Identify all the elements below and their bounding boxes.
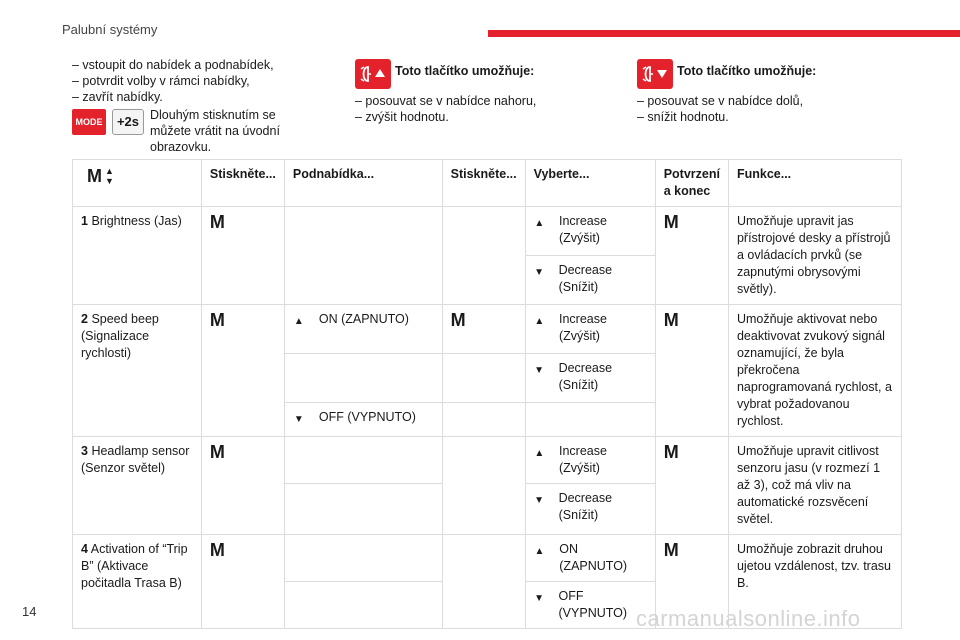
- select-option: ▲ Increase (Zvýšit): [525, 207, 655, 256]
- arrow-up-icon: ▲: [534, 546, 545, 557]
- m-icon: M: [201, 535, 284, 629]
- arrow-up-icon: ▲: [534, 448, 545, 459]
- setting-name-cell: 2 Speed beep (Signalizace rychlosti): [73, 305, 202, 437]
- empty-cell: [442, 207, 525, 305]
- select-option: ▼ OFF (VYPNUTO): [525, 582, 655, 629]
- arrow-down-icon: ▼: [534, 365, 545, 377]
- m-icon: M: [201, 437, 284, 535]
- m-icon: M: [87, 166, 102, 186]
- page-header-title: Palubní systémy: [62, 22, 158, 37]
- m-icon: M: [201, 207, 284, 305]
- intro-line: – posouvat se v nabídce dolů,: [637, 94, 804, 108]
- select-option: ▼ Decrease (Snížit): [525, 354, 655, 403]
- arrow-up-icon: ▲: [105, 166, 114, 176]
- empty-cell: [442, 403, 525, 437]
- setting-name-cell: 4 Activation of “Trip B” (Aktivace počitadla Trasa B): [73, 535, 202, 629]
- submenu-option: ▲ ON (ZAPNUTO): [284, 305, 442, 354]
- column-header: Podnabídka...: [284, 160, 442, 207]
- column-header: Funkce...: [728, 160, 901, 207]
- function-description: Umožňuje upravit citlivost senzoru jasu (v rozmezí 1 až 3), což má vliv na automatické rozsvěcení světel.: [728, 437, 901, 535]
- intro-line: – potvrdit volby v rámci nabídky,: [72, 74, 250, 88]
- setting-name-cell: 3 Headlamp sensor (Senzor světel): [73, 437, 202, 535]
- watermark: carmanualsonline.info: [636, 606, 861, 631]
- header-mode-updown-icon: [73, 160, 202, 207]
- button-label: Toto tlačítko umožňuje:: [395, 64, 535, 78]
- mode-hint: [72, 107, 332, 155]
- intro-line: – zavřít nabídky.: [72, 90, 163, 104]
- mode-button-icon: MODE: [72, 109, 106, 135]
- table-row: [73, 207, 902, 256]
- column-header: Stiskněte...: [442, 160, 525, 207]
- empty-cell: [284, 535, 442, 582]
- arrow-down-icon: ▼: [534, 495, 545, 506]
- empty-cell: [284, 484, 442, 535]
- empty-cell: [284, 207, 442, 305]
- column-header: Stiskněte...: [201, 160, 284, 207]
- empty-cell: [442, 354, 525, 403]
- arrow-up-icon: ▲: [293, 316, 304, 327]
- intro-column-2: [355, 57, 615, 125]
- table-row: [73, 535, 902, 582]
- empty-cell: [525, 403, 655, 437]
- m-icon: M: [655, 207, 728, 305]
- settings-table: [72, 159, 902, 629]
- intro-line: – posouvat se v nabídce nahoru,: [355, 94, 537, 108]
- arrow-down-icon: ▼: [534, 593, 545, 604]
- m-icon: M: [655, 535, 728, 629]
- arrow-up-icon: ▲: [534, 218, 545, 229]
- arrow-down-icon: ▼: [105, 176, 114, 186]
- select-option: ▲ Increase (Zvýšit): [525, 305, 655, 354]
- function-description: Umožňuje upravit jas přístrojové desky a přístrojů a ovládacích prvků (se zapnutými obrysovými světly).: [728, 207, 901, 305]
- empty-cell: [284, 582, 442, 629]
- arrow-down-icon: ▼: [293, 414, 304, 426]
- submenu-option: ▼ OFF (VYPNUTO): [284, 403, 442, 437]
- table-header-row: [73, 160, 902, 207]
- function-description: Umožňuje zobrazit druhou ujetou vzdálenost, tzv. trasu B.: [728, 535, 901, 629]
- m-icon: M: [442, 305, 525, 354]
- arrow-down-icon: ▼: [534, 267, 545, 278]
- arrow-up-icon: ▲: [534, 316, 545, 327]
- table-row: [73, 305, 902, 354]
- lamp-down-button-icon: [637, 59, 673, 89]
- select-option: ▲ Increase (Zvýšit): [525, 437, 655, 484]
- intro-column-3: [637, 57, 917, 125]
- empty-cell: [442, 535, 525, 629]
- long-press-2s-icon: +2s: [112, 109, 144, 135]
- button-label: Toto tlačítko umožňuje:: [677, 64, 817, 78]
- select-option: ▼ Decrease (Snížit): [525, 484, 655, 535]
- empty-cell: [284, 354, 442, 403]
- intro-line: – snížit hodnotu.: [637, 110, 729, 124]
- intro-line: – vstoupit do nabídek a podnabídek,: [72, 58, 274, 72]
- intro-column-1: [72, 57, 332, 155]
- m-icon: M: [655, 305, 728, 437]
- column-header: Potvrzení a konec: [655, 160, 728, 207]
- table-row: [73, 437, 902, 484]
- m-icon: M: [201, 305, 284, 437]
- column-header: Vyberte...: [525, 160, 655, 207]
- intro-line: – zvýšit hodnotu.: [355, 110, 449, 124]
- empty-cell: [442, 437, 525, 535]
- function-description: Umožňuje aktivovat nebo deaktivovat zvukový signál oznamující, že byla překročena naprogramovaná rychlost, a vybrat požadovanou rychlost.: [728, 305, 901, 437]
- mode-hint-text: Dlouhým stisknutím se můžete vrátit na úvodní obrazovku.: [150, 108, 280, 154]
- select-option: ▼ Decrease (Snížit): [525, 256, 655, 305]
- page-number: 14: [22, 604, 37, 619]
- select-option: ▲ ON (ZAPNUTO): [525, 535, 655, 582]
- empty-cell: [284, 437, 442, 484]
- lamp-up-button-icon: [355, 59, 391, 89]
- m-icon: M: [655, 437, 728, 535]
- header-accent-bar: [488, 30, 960, 37]
- setting-name-cell: 1 Brightness (Jas): [73, 207, 202, 305]
